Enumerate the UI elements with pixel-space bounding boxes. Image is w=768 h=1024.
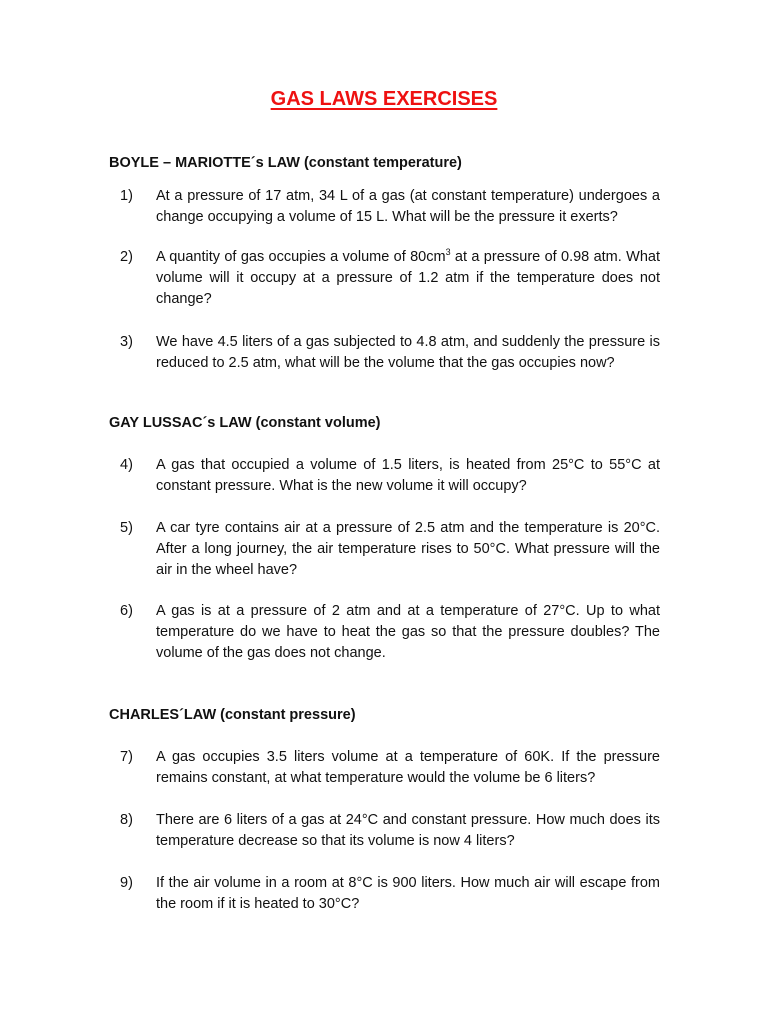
exercise-text: A gas that occupied a volume of 1.5 liters, is heated from 25°C to 55°C at constant pressure. What is the new volume it will occupy? (156, 457, 660, 494)
section-heading-charles: CHARLES´LAW (constant pressure) (109, 707, 356, 723)
exercise-8 (120, 810, 660, 852)
exercise-5 (120, 518, 660, 581)
exercise-text: A gas is at a pressure of 2 atm and at a temperature of 27°C. Up to what temperature do we have to heat the gas so that the pressure doubles? The volume of the gas does not change. (156, 603, 660, 661)
exercise-number: 4) (120, 457, 133, 473)
exercise-number: 8) (120, 812, 133, 828)
superscript-exponent: 3 (445, 247, 451, 258)
document-title: GAS LAWS EXERCISES (270, 88, 498, 110)
exercise-text: At a pressure of 17 atm, 34 L of a gas (at constant temperature) undergoes a change occupying a volume of 15 L. What will be the pressure it exerts? (156, 188, 660, 225)
exercise-3 (120, 332, 660, 374)
exercise-number: 1) (120, 188, 133, 204)
exercise-number: 6) (120, 603, 133, 619)
exercise-text: A gas occupies 3.5 liters volume at a temperature of 60K. If the pressure remains constant, at what temperature would the volume be 6 liters? (156, 749, 660, 786)
exercise-6 (120, 601, 660, 664)
exercise-text: A car tyre contains air at a pressure of 2.5 atm and the temperature is 20°C. After a long journey, the air temperature rises to 50°C. What pressure will the air in the wheel have? (156, 520, 660, 578)
exercise-text: We have 4.5 liters of a gas subjected to 4.8 atm, and suddenly the pressure is reduced to 2.5 atm, what will be the volume that the gas occupies now? (156, 334, 660, 371)
exercise-text: There are 6 liters of a gas at 24°C and constant pressure. How much does its temperature decrease so that its volume is now 4 liters? (156, 812, 660, 849)
exercise-9 (120, 873, 660, 915)
exercise-text: If the air volume in a room at 8°C is 900 liters. How much air will escape from the room if it is heated to 30°C? (156, 875, 660, 912)
exercise-2 (120, 247, 660, 310)
exercise-number: 3) (120, 334, 133, 350)
exercise-number: 9) (120, 875, 133, 891)
exercise-7 (120, 747, 660, 789)
exercise-number: 5) (120, 520, 133, 536)
section-heading-boyle-mariotte: BOYLE – MARIOTTE´s LAW (constant temperature) (109, 155, 462, 171)
exercise-text: A quantity of gas occupies a volume of $80cm^3$ at a pressure of 0.98 atm. What volume will it occupy at a pressure of 1.2 atm if the temperature does not change? (156, 247, 660, 307)
exercise-1 (120, 186, 660, 228)
section-heading-gay-lussac: GAY LUSSAC´s LAW (constant volume) (109, 415, 381, 431)
exercise-number: 2) (120, 249, 133, 265)
exercise-number: 7) (120, 749, 133, 765)
exercise-4 (120, 455, 660, 497)
